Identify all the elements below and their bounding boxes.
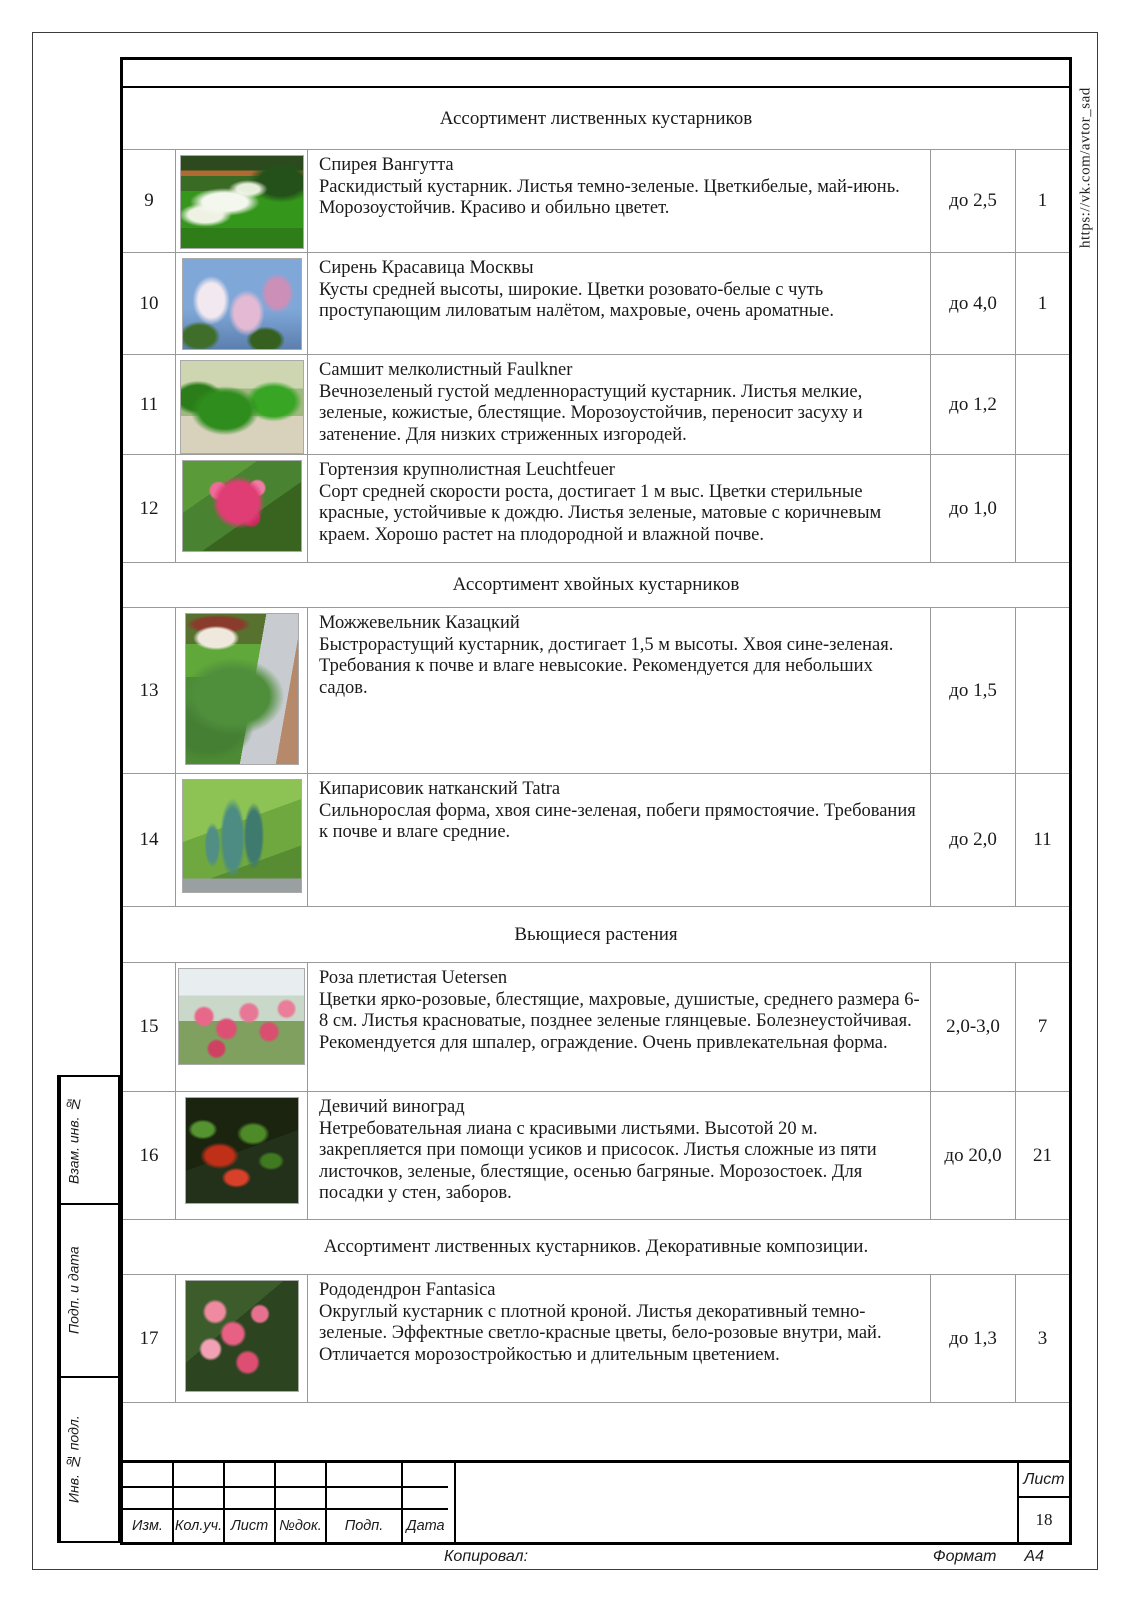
description-cell xyxy=(308,150,931,252)
side-label-inv-podl: Инв. № подл. xyxy=(59,1378,86,1541)
row-number: 13 xyxy=(123,608,176,773)
table-row xyxy=(123,253,1069,355)
table-row xyxy=(123,774,1069,907)
quantity-value: 1 xyxy=(1037,292,1048,314)
height-value: до 2,0 xyxy=(931,774,1016,906)
photo-cell xyxy=(176,455,308,562)
juniper-photo xyxy=(185,613,299,765)
height-value: до 1,2 xyxy=(931,355,1016,454)
plant-name: Сирень Красавица Москвы xyxy=(319,258,534,278)
virginia-creeper-photo xyxy=(185,1097,299,1204)
section-header-decorative: Ассортимент лиственных кустарников. Декоративные композиции. xyxy=(123,1220,1069,1275)
description-cell xyxy=(308,963,931,1091)
photo-cell xyxy=(176,1275,308,1402)
section-header-deciduous: Ассортимент лиственных кустарников xyxy=(123,88,1069,150)
photo-cell xyxy=(176,963,308,1091)
photo-cell xyxy=(176,608,308,773)
quantity-value xyxy=(1016,608,1069,773)
climbing-rose-photo xyxy=(178,968,305,1065)
side-box xyxy=(57,1075,120,1205)
plant-table xyxy=(123,60,1069,1403)
plant-description: Вечнозеленый густой медленнорастущий кустарник. Листья мелкие, зеленые, кожистые, блестящие. Морозоустойчив, переносит засуху и затенение. Для низких стриженных изгородей. xyxy=(319,381,863,445)
stamp-col-list: Лист xyxy=(225,1510,276,1542)
description-cell xyxy=(308,608,931,773)
table-row xyxy=(123,608,1069,774)
height-value: до 4,0 xyxy=(931,253,1016,354)
plant-name: Рододендрон Fantasica xyxy=(319,1280,496,1300)
plant-name: Роза плетистая Uetersen xyxy=(319,968,508,988)
plant-name: Спирея Вангутта xyxy=(319,155,454,175)
plant-name: Девичий виноград xyxy=(319,1097,465,1117)
photo-cell xyxy=(176,355,308,454)
quantity-value xyxy=(1016,455,1069,562)
description-cell xyxy=(308,355,931,454)
plant-description: Сорт средней скорости роста, достигает 1 м выс. Цветки стерильные красные, устойчивые к дождю. Листья зеленые, матовые с коричневым краем. Хорошо растет на плодородной и влажной почве. xyxy=(319,481,882,545)
quantity-value: 11 xyxy=(1033,829,1052,850)
row-number: 14 xyxy=(123,774,176,906)
plant-description: Раскидистый кустарник. Листья темно-зеленые. Цветкибелые, май-июнь. Морозоустойчив. Красиво и обильно цветет. xyxy=(319,176,900,218)
section-header-conifer: Ассортимент хвойных кустарников xyxy=(123,563,1069,608)
revision-grid xyxy=(123,1463,456,1542)
stamp-col-koluch: Кол.уч. xyxy=(174,1510,225,1542)
side-label-podp-data: Подп. и дата xyxy=(59,1205,86,1376)
stamp-col-podp: Подп. xyxy=(327,1510,403,1542)
quantity-value xyxy=(1016,355,1069,454)
plant-name: Гортензия крупнолистная Leuchtfeuer xyxy=(319,460,615,480)
height-value: до 20,0 xyxy=(931,1092,1016,1219)
section-header-climbing: Вьющиеся растения xyxy=(123,907,1069,963)
plant-description: Цветки ярко-розовые, блестящие, махровые, душистые, среднего размера 6-8 см. Листья красноватые, позднее зеленые глянцевые. Болезнеустойчивая. Рекомендуется для шпалер, ограждение. Очень привлекательная форма. xyxy=(319,989,920,1053)
table-row xyxy=(123,150,1069,253)
description-cell xyxy=(308,774,931,906)
rhododendron-photo xyxy=(185,1280,299,1392)
sheet-frame xyxy=(120,57,1072,1545)
plant-description: Кусты средней высоты, широкие. Цветки розовато-белые с чуть проступающим лиловатым налётом, махровые, очень ароматные. xyxy=(319,279,835,321)
plant-name: Самшит мелколистный Faulkner xyxy=(319,360,573,380)
title-block xyxy=(120,1460,1072,1545)
footer xyxy=(120,1547,1072,1567)
table-row xyxy=(123,1275,1069,1403)
format-value: А4 xyxy=(1024,1548,1044,1565)
plant-description: Нетребовательная лиана с красивыми листьями. Высотой 20 м. закрепляется при помощи усиков и присосок. Листья сложные из пяти листочков, зеленые, блестящие, осенью багряные. Морозостоек. Для посадки у стен, заборов. xyxy=(319,1118,877,1203)
vk-link-text: https://vk.com/avtor_sad xyxy=(1077,87,1094,248)
boxwood-photo xyxy=(180,360,304,454)
photo-cell xyxy=(176,774,308,906)
plant-description: Округлый кустарник с плотной кроной. Листья декоративный темно-зеленые. Эффектные светло-красные цветы, бело-розовые внутри, май. Отличается морозостройкостью и длительным цветением. xyxy=(319,1301,882,1365)
row-number: 16 xyxy=(123,1092,176,1219)
stamp-col-izm: Изм. xyxy=(123,1510,174,1542)
spirea-photo xyxy=(180,155,304,249)
quantity-value: 21 xyxy=(1033,1144,1052,1166)
top-strip xyxy=(123,60,1069,88)
cypress-photo xyxy=(182,779,302,893)
side-attribute-stack xyxy=(57,1075,120,1543)
table-row xyxy=(123,455,1069,563)
plant-description: Сильнорослая форма, хвоя сине-зеленая, побеги прямостоячие. Требования к почве и влаге средние. xyxy=(319,800,916,842)
format-block xyxy=(933,1548,1044,1566)
table-row xyxy=(123,1092,1069,1220)
sheet-number: 18 xyxy=(1035,1510,1053,1529)
plant-description: Быстрорастущий кустарник, достигает 1,5 м высоты. Хвоя сине-зеленая. Требования к почве и влаге невысокие. Рекомендуется для небольших садов. xyxy=(319,634,894,698)
stamp-col-data: Дата xyxy=(406,1518,445,1534)
side-label-vzam-inv: Взам. инв. № xyxy=(59,1077,86,1203)
photo-cell xyxy=(176,1092,308,1219)
height-value: до 1,0 xyxy=(931,455,1016,562)
description-cell xyxy=(308,1092,931,1219)
height-value: до 1,5 xyxy=(931,608,1016,773)
description-cell xyxy=(308,253,931,354)
sheet-number-box xyxy=(1017,1463,1069,1542)
row-number: 12 xyxy=(123,455,176,562)
row-number: 17 xyxy=(123,1275,176,1402)
plant-name: Можжевельник Казацкий xyxy=(319,613,520,633)
side-box xyxy=(57,1376,120,1543)
lilac-photo xyxy=(182,258,302,350)
plant-name: Кипарисовик натканский Tatra xyxy=(319,779,561,799)
side-box xyxy=(57,1203,120,1378)
photo-cell xyxy=(176,253,308,354)
stamp-document-name-cell xyxy=(456,1463,1017,1542)
quantity-value: 3 xyxy=(1037,1327,1048,1349)
row-number: 9 xyxy=(123,150,176,252)
table-row xyxy=(123,355,1069,455)
row-number: 10 xyxy=(123,253,176,354)
table-row xyxy=(123,963,1069,1092)
copied-label: Копировал: xyxy=(444,1548,529,1565)
row-number: 11 xyxy=(123,355,176,454)
description-cell xyxy=(308,455,931,562)
height-value: 2,0-3,0 xyxy=(931,963,1016,1091)
quantity-value: 7 xyxy=(1037,1016,1048,1037)
hydrangea-photo xyxy=(182,460,302,552)
stamp-col-ndok: №док. xyxy=(276,1510,327,1542)
height-value: до 1,3 xyxy=(931,1275,1016,1402)
height-value: до 2,5 xyxy=(931,150,1016,252)
format-label: Формат xyxy=(932,1548,997,1565)
row-number: 15 xyxy=(123,963,176,1091)
description-cell xyxy=(308,1275,931,1402)
quantity-value: 1 xyxy=(1037,190,1048,211)
photo-cell xyxy=(176,150,308,252)
sheet-label: Лист xyxy=(1019,1463,1069,1498)
